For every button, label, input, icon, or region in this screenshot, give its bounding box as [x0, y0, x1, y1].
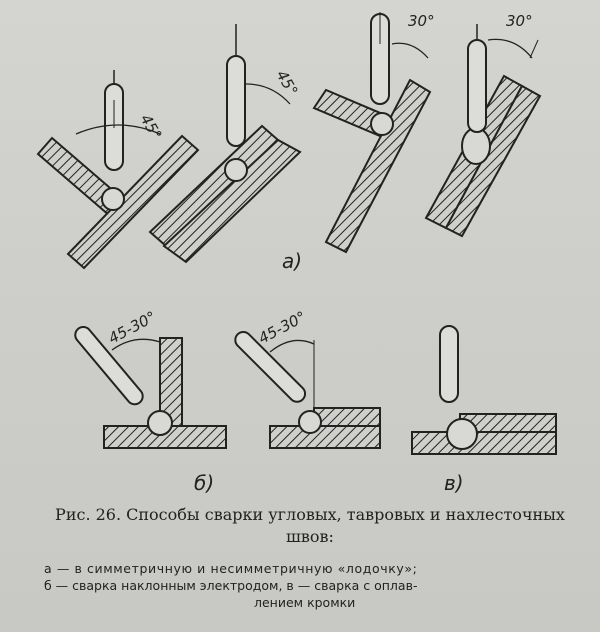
angle-label-a3: 30° [408, 12, 435, 30]
figure-legend [44, 560, 584, 611]
angle-label-a1: 45° [136, 111, 166, 144]
sub-label-a: а) [282, 249, 303, 273]
diagram-b1-t-joint [72, 308, 226, 448]
plate-v-bottom [412, 432, 556, 454]
sub-label-v: в) [444, 471, 464, 495]
legend-line: б — сварка наклонным электродом, в — сварка с оплав- [44, 578, 418, 593]
sub-label-b: б) [194, 471, 215, 495]
angle-label-b2: 45-30° [255, 307, 309, 348]
electrode-v [440, 326, 458, 402]
angle-arc-a3 [392, 43, 428, 58]
diagram-a3 [314, 12, 435, 252]
diagram-a2-asymmetric-boat [150, 24, 301, 262]
electrode-a2 [227, 56, 245, 146]
diagram-a4 [426, 12, 540, 236]
legend-line: а — в симметричную и несимметричную «лодочку»; [44, 561, 418, 576]
plate-b2-top [314, 408, 380, 426]
figure-caption [40, 504, 580, 548]
weld-bead-b1 [148, 411, 172, 435]
plate-b2-bottom [270, 426, 380, 448]
weld-bead-v [447, 419, 477, 449]
electrode-a4 [468, 40, 486, 132]
weld-bead-b2 [299, 411, 321, 433]
angle-arc-a4 [488, 39, 532, 58]
angle-label-b1: 45-30° [105, 307, 159, 348]
weld-bead-a2 [225, 159, 247, 181]
angle-arc-b2 [270, 340, 314, 352]
legend-line: лением кромки [254, 595, 356, 610]
weld-bead-a3 [371, 113, 393, 135]
diagram-v-edge-melting [412, 326, 556, 454]
caption-title: Рис. 26. Способы сварки угловых, тавровых и нахлесточных швов: [55, 505, 565, 546]
angle-label-a4: 30° [506, 12, 533, 30]
weld-bead-a1 [102, 188, 124, 210]
diagram-b2-lap-joint [232, 308, 380, 448]
weld-bead-a4 [462, 128, 490, 164]
angle-label-a2: 45° [272, 67, 302, 100]
